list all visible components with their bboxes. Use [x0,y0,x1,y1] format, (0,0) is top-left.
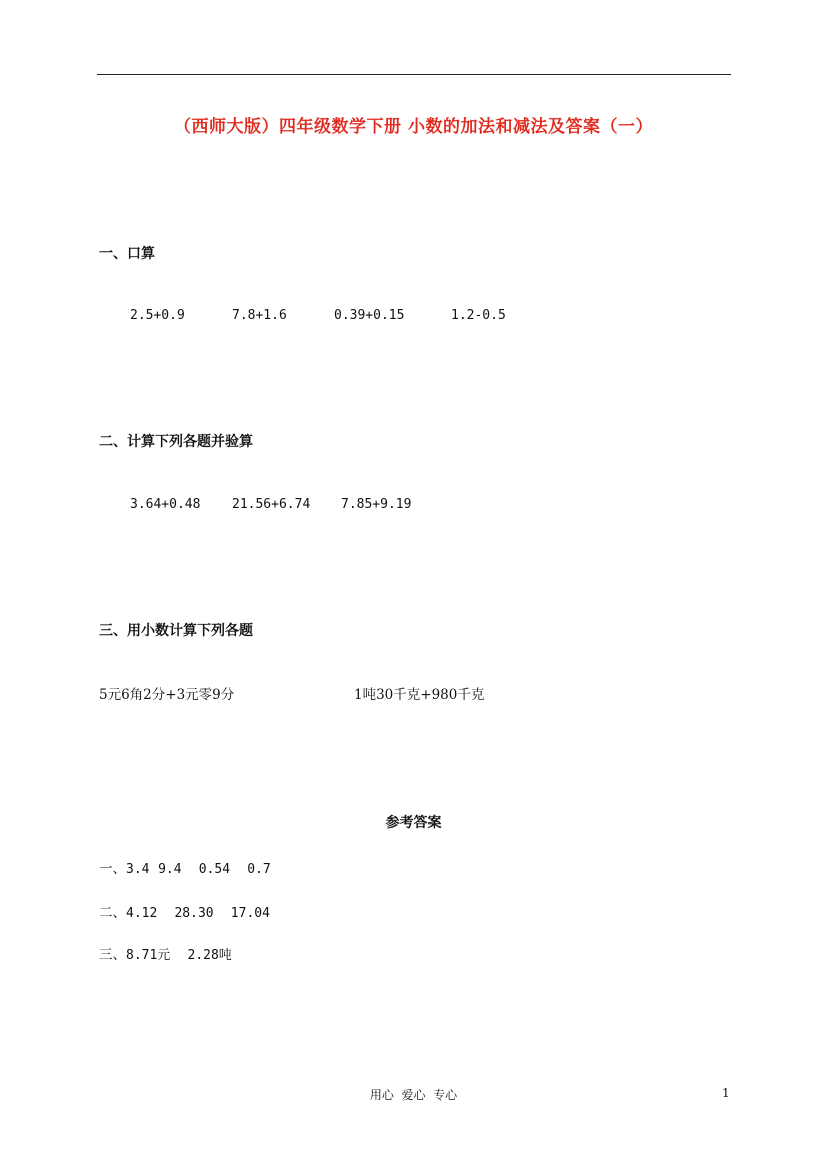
answer-row-1 [99,857,271,877]
answer-value: 17.04 [230,906,270,921]
problem-2-2: 21.56+6.74 [232,497,311,512]
answer-value: 8.71元 [126,948,171,963]
answers-title: 参考答案 [385,815,442,831]
answer-row-3 [99,943,232,963]
answer-value: 2.28吨 [187,948,232,963]
problem-1-4: 1.2-0.5 [451,308,506,323]
answer-value: 0.54 [198,862,231,877]
answer-label: 二、 [99,905,126,921]
answer-value: 0.7 [247,862,271,877]
answer-value: 4.12 [126,906,158,921]
answer-value: 9.4 [158,862,182,877]
header-rule [97,74,731,75]
answer-label: 一、 [99,861,126,877]
problem-1-1: 2.5+0.9 [130,308,185,323]
problem-1-2: 7.8+1.6 [232,308,287,323]
problem-3-1: 5元6角2分+3元零9分 [99,687,235,703]
section-2-heading: 二、计算下列各题并验算 [99,434,253,450]
answer-value: 3.4 [126,862,150,877]
problem-2-3: 7.85+9.19 [341,497,412,512]
problem-3-2: 1吨30千克+980千克 [354,687,485,703]
section-3-heading: 三、用小数计算下列各题 [99,623,253,639]
page-number: 1 [722,1086,730,1100]
footer-text: 用心 爱心 专心 [369,1088,458,1102]
document-title: （西师大版）四年级数学下册 小数的加法和减法及答案（一） [174,117,653,137]
answer-label: 三、 [99,947,126,963]
problem-1-3: 0.39+0.15 [334,308,405,323]
problem-2-1: 3.64+0.48 [130,497,201,512]
answer-value: 28.30 [174,906,214,921]
section-1-heading: 一、口算 [99,246,155,262]
answer-row-2 [99,901,270,921]
